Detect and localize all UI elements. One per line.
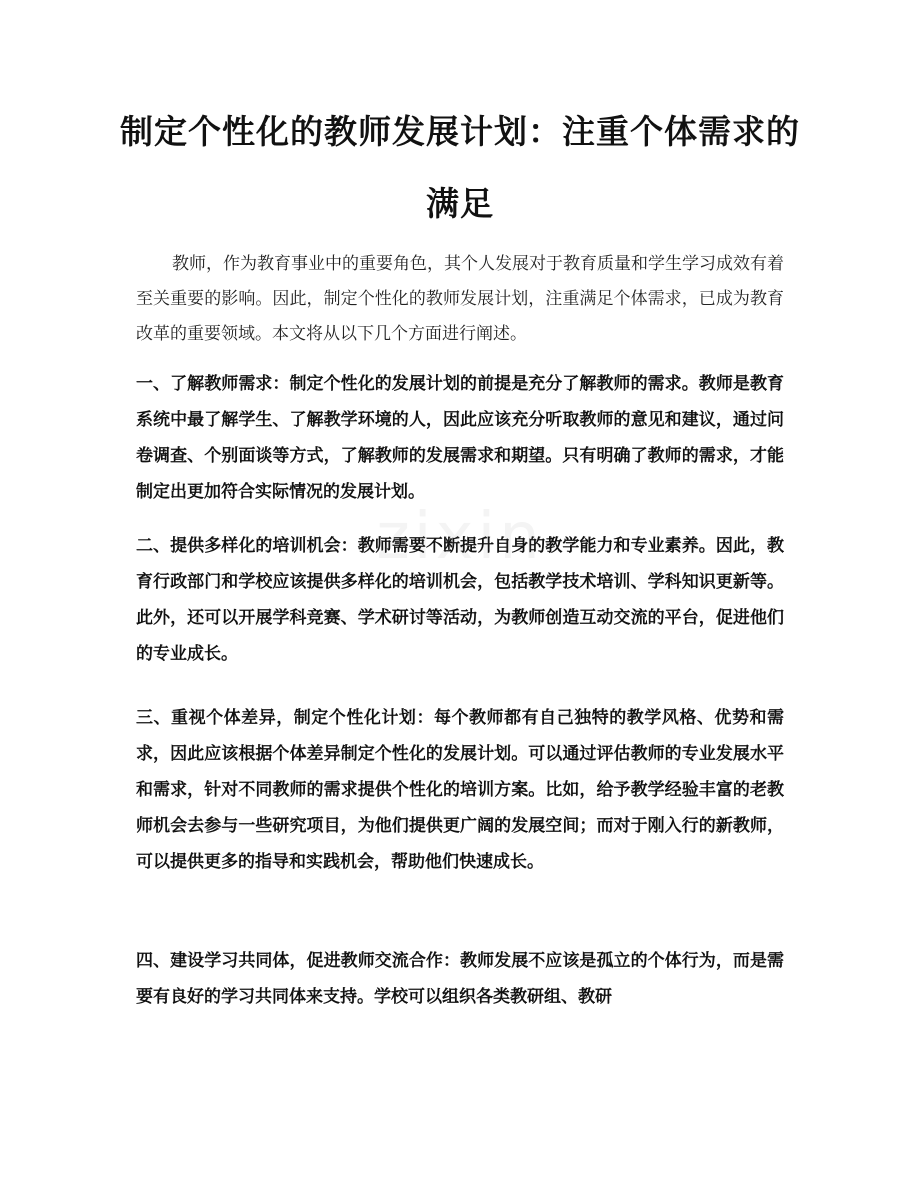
watermark: zixin [376,500,544,574]
section-4-paragraph: 四、建设学习共同体，促进教师交流合作：教师发展不应该是孤立的个体行为，而是需要有良好的学习共同体来支持。学校可以组织各类教研组、教研 [136,951,784,1007]
document-title: 制定个性化的教师发展计划：注重个体需求的满足 [120,112,800,223]
section-2-paragraph: 二、提供多样化的培训机会：教师需要不断提升自身的教学能力和专业素养。因此，教育行政部门和学校应该提供多样化的培训机会，包括教学技术培训、学科知识更新等。此外，还可以开展学科竞赛、学术研讨等活动，为教师创造互动交流的平台，促进他们的专业成长。 [136,536,784,664]
section-3-paragraph: 三、重视个体差异，制定个性化计划：每个教师都有自己独特的教学风格、优势和需求，因此应该根据个体差异制定个性化的发展计划。可以通过评估教师的专业发展水平和需求，针对不同教师的需求提供个性化的培训方案。比如，给予教学经验丰富的老教师机会去参与一些研究项目，为他们提供更广阔的发展空间；而对于刚入行的新教师，可以提供更多的指导和实践机会，帮助他们快速成长。 [136,708,784,872]
section-1-paragraph: 一、了解教师需求：制定个性化的发展计划的前提是充分了解教师的需求。教师是教育系统中最了解学生、了解教学环境的人，因此应该充分听取教师的意见和建议，通过问卷调查、个别面谈等方式，了解教师的发展需求和期望。只有明确了教师的需求，才能制定出更加符合实际情况的发展计划。 [136,374,784,502]
intro-paragraph: 教师，作为教育事业中的重要角色，其个人发展对于教育质量和学生学习成效有着至关重要的影响。因此，制定个性化的教师发展计划，注重满足个体需求，已成为教育改革的重要领域。本文将从以下几个方面进行阐述。 [136,254,784,344]
